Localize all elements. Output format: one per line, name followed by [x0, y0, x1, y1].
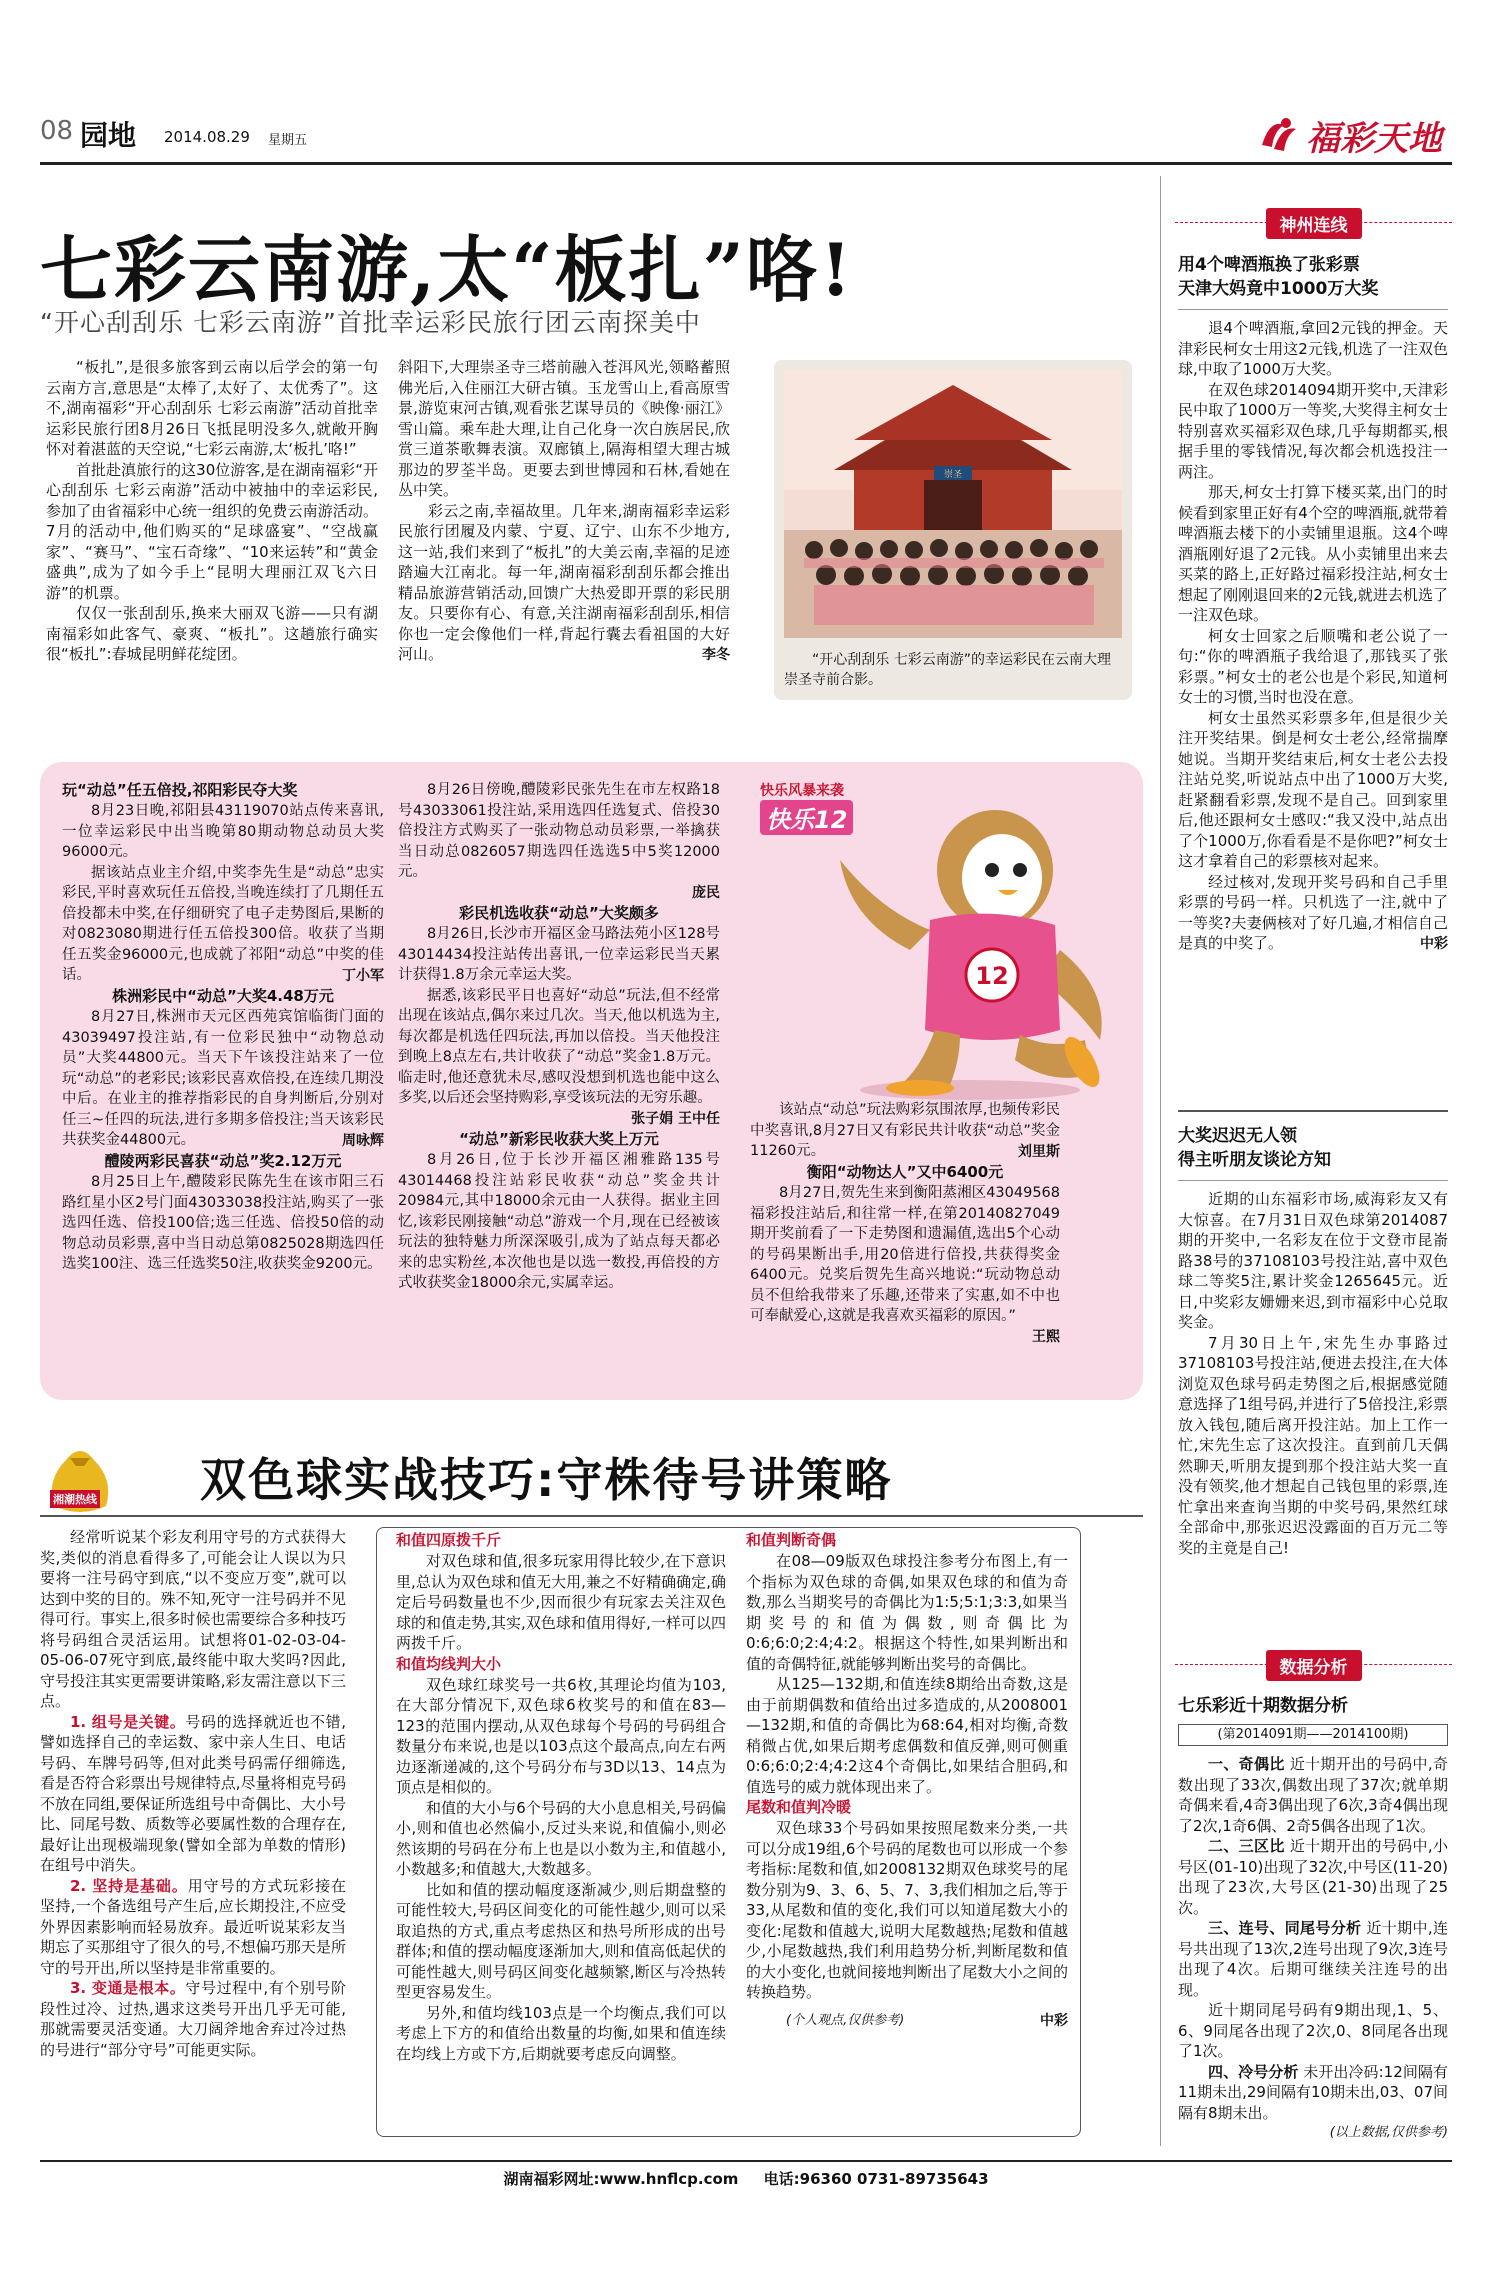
money-bag-icon: [44, 1440, 116, 1520]
sidebar-rule: [1160, 176, 1161, 2146]
photo-caption: “开心刮刮乐 七彩云南游”的幸运彩民在云南大理崇圣寺前合影。: [784, 652, 1111, 688]
page-header: [40, 112, 1452, 162]
kl12-column-3: 该站点“动总”玩法购彩氛围浓厚,也频传彩民中奖喜讯,8月27日又有彩民共计收获“动总”奖金11260元。 刘里斯 衡阳“动物达人”又中6400元 8月27日,贺先生来到衡阳蒸湘区43049568福彩投注站后,和往常一样,在第20140827049期开奖前看了一下走势图和遗漏值,选出5个心动的号码果断出手,用20倍进行倍投,共获得奖金6400元。兑奖后贺先生高兴地说:“玩动物总动员不但给我带来了乐趣,还带来了实惠,如不中也可奉献爱心,这就是我喜欢买福彩的原因。” 王熙: [750, 1102, 1060, 1345]
issue-date: 2014.08.29: [164, 128, 250, 146]
page-number: 08: [40, 116, 74, 146]
story1-paragraph: 那天,柯女士打算下楼买菜,出门的时候看到家里正好有4个空的啤酒瓶,就带着啤酒瓶去楼下的小卖铺里退瓶。这4个啤酒瓶刚好退了2元钱。从小卖铺里出来去买菜的路上,正好路过福彩投注站,柯女士想起了刚刚退回来的2元钱,就进去机选了一注双色球。: [1178, 483, 1448, 624]
badge-label: 湘潮热线: [50, 1490, 100, 1508]
lead-byline: 李冬: [702, 646, 730, 663]
footer: [40, 2160, 1452, 2189]
story2-paragraph: 7月30日上午,宋先生办事路过37108103号投注站,便进去投注,在大体浏览双色球号码走势图之后,根据感觉随意选择了1组号码,并进行了5倍投注,彩票放入钱包,随后离开投注站。加上工作一忙,宋先生忘了这次投注。直到前几天偶然聊天,听朋友提到那个投注站大奖一直没有领奖,他才想起自己钱包里的彩票,连忙拿出来查询当期的中奖号码,果然红球全部命中,那张迟迟没露面的百万元二等奖的主竟是自己!: [1178, 1333, 1448, 1557]
lead-subheadline: “开心刮刮乐 七彩云南游”首批幸运彩民旅行团云南探美中: [40, 308, 701, 337]
story1-title-2: 天津大妈竟中1000万大奖: [1178, 279, 1379, 299]
brand-logo: [1256, 112, 1442, 158]
story1-paragraph: 退4个啤酒瓶,拿回2元钱的押金。天津彩民柯女士用这2元钱,机选了一注双色球,中取了1000万大奖。: [1178, 319, 1448, 378]
story2-title-1: 大奖迟迟无人领: [1178, 1126, 1297, 1146]
story2-title-2: 得主听朋友谈论方知: [1178, 1150, 1331, 1170]
kl12-column-2: 8月26日傍晚,醴陵彩民张先生在市左权路18号43033061投注站,采用选四任选复式、倍投30倍投注方式购买了一张动物总动员彩票,一举擒获当日动总0826057期选四任选选5中5奖12000元。 庞民 彩民机选收获“动总”大奖颇多 8月26日,长沙市开福区金马路法苑小区128号43014434投注站传出喜讯,一位幸运彩民当天累计获得1.8万余元幸运大奖。 据悉,该彩民平日也喜好“动总”玩法,但不经常出现在该站点,偶尔来过几次。当天,他以机选为主,每次都是机选任四玩法,再加以倍投。当天他投注到晚上8点左右,共计收获了“动总”奖金1.8万元。临走时,他还意犹未尽,感叹没想到机选也能中这么多奖,以后还会坚持购彩,享受该玩法的无穷乐趣。 张子娟 王中任 “动总”新彩民收获大奖上万元 8月26日,位于长沙开福区湘雅路135号43014468投注站彩民收获“动总”奖金共计20984元,其中18000余元由一人获得。据业主回忆,该彩民刚接触“动总”游戏一个月,现在已经被该玩法的独特魅力所深深吸引,成为了站点每天都必来的忠实粉丝,本次他也是以选一数投,再倍投的方式收获奖金18000余元,实属幸运。: [398, 782, 720, 1291]
sidebar-story-2: [1178, 1110, 1448, 1558]
group-photo: [784, 370, 1122, 638]
lead-column-2: [398, 357, 730, 665]
story1-paragraph: 在双色球2014094期开奖中,天津彩民中取了1000万一等奖,大奖得主柯女士特别喜欢买福彩双色球,几乎每期都买,根据手里的零钱情况,每次都会机选投注一两注。: [1178, 380, 1448, 481]
kl12-logo-main: 快乐12: [760, 800, 853, 835]
analysis-item: 近十期同尾号码有9期出现,1、5、6、9同尾各出现了2次,0、8同尾各出现了1次。: [1178, 2001, 1448, 2060]
analysis-period: (第2014091期——2014100期): [1178, 1724, 1448, 1746]
sidebar-tag-2: [1175, 1650, 1452, 1681]
sidebar-story-1: [1178, 253, 1448, 954]
lead-paragraph: 斜阳下,大理崇圣寺三塔前融入苍洱风光,领略蓄照佛光后,入住丽江大研古镇。玉龙雪山上,看高原雪景,游览束河古镇,观看张艺谋导员的《映像·丽江》雪山篇。乘车赴大理,让自己化身一次白族居民,欣赏三道茶歌舞表演。双廊镇上,隔海相望大理古城那边的罗荃半岛。更要去到世博园和石林,看她在丛中笑。: [398, 358, 730, 499]
lead-headline: 七彩云南游,太“板扎”咯!: [40, 227, 854, 312]
story2-paragraph: 近期的山东福彩市场,威海彩友又有大惊喜。在7月31日双色球第2014087期的开奖中,一名彩友在位于文登市昆嵛路38号的37108103号投注站,喜中双色球二等奖5注,累计奖金1265645元。近日,中奖彩友姗姗来迟,到市福彩中心兑取奖金。: [1178, 1190, 1448, 1331]
analysis-item: 二、三区比 近十期开出的号码中,小号区(01-10)出现了32次,中号区(11-20)出现了23次,大号区(21-30)出现了25次。: [1178, 1837, 1448, 1917]
penguin-mascot: [820, 800, 1120, 1110]
footer-phone: 电话:96360 0731-89735643: [763, 2170, 989, 2188]
temple-sign: 崇圣: [943, 470, 963, 480]
issue-weekday: 星期五: [268, 133, 308, 148]
analysis-item: 四、冷号分析 未开出冷码:12间隔有11期未出,29间隔有10期未出,03、07间隔有8期未出。: [1178, 2062, 1448, 2122]
ssq-rule: [40, 1515, 1143, 1517]
kl12-subhead: 衡阳“动物达人”又中6400元: [806, 1163, 1004, 1181]
kl12-column-1: 玩“动总”任五倍投,祁阳彩民夺大奖 8月23日晚,祁阳县43119070站点传来喜讯,一位幸运彩民中出当晚第80期动物总动员大奖96000元。 据该站点业主介绍,中奖李先生是“动总”忠实彩民,平时喜欢玩任五倍投,当晚连续打了几期任五倍投都未中奖,在仔细研究了电子走势图后,果断的对0823080期进行任五倍投300倍。收获了当期任五奖金96000元,也成就了祁阳“动总”中奖的佳话。 丁小军 株洲彩民中“动总”大奖4.48万元 8月27日,株洲市天元区西苑宾馆临街门面的43039497投注站,有一位彩民独中“动物总动员”大奖44800元。当天下午该投注站来了一位玩“动总”的老彩民;该彩民喜欢倍投,在连续几期没中后。在业主的推荐指彩民的自身判断后,分别对任三~任四的玩法,进行多期多倍投注;当天该彩民共获奖金44800元。 周咏辉 醴陵两彩民喜获“动总”奖2.12万元 8月25日上午,醴陵彩民陈先生在该市阳三石路红星小区2号门面43033038投注站,购买了一张选四任选、倍投100倍;选三任选、倍投50倍的动物总动员彩票,喜中当日动总第0825028期选四任选奖100注、选三任选奖50注,收获奖金9200元。: [62, 781, 384, 1272]
header-rule: [40, 162, 1452, 165]
kl12-logo-top: 快乐风暴来袭: [760, 783, 844, 799]
lead-paragraph: 彩云之南,幸福故里。几年来,湖南福彩幸运彩民旅行团履及内蒙、宁夏、辽宁、山东不少地方,这一站,我们来到了“板扎”的大美云南,幸福的足迹踏遍大江南北。每一年,湖南福彩刮刮乐都会推出精品旅游营销活动,回馈广大热爱即开票的彩民朋友。只要你有心、有意,关注湖南福彩刮刮乐,相信你也一定会像他们一样,背起行囊去看祖国的大好河山。: [398, 501, 730, 663]
tag-analysis: 数据分析: [1266, 1650, 1362, 1681]
tag-shenzhou: 神州连线: [1266, 208, 1362, 239]
lead-paragraph: 仅仅一张刮刮乐,换来大丽双飞游——只有湖南福彩如此客气、豪爽、“板扎”。这趟旅行确实很“板扎”:春城昆明鲜花绽团。: [46, 604, 378, 663]
analysis-item: 三、连号、同尾号分析 近十期中,连号共出现了13次,2连号出现了9次,3连号出现了4次。后期可继续关注连号的出现。: [1178, 1919, 1448, 1999]
kl12-subhead: “动总”新彩民收获大奖上万元: [459, 1130, 659, 1148]
ssq-headline: 双色球实战技巧:守株待号讲策略: [200, 1453, 893, 1507]
lead-paragraph: “板扎”,是很多旅客到云南以后学会的第一句云南方言,意思是“太棒了,太好了、太优秀了”。这不,湖南福彩“开心刮刮乐 七彩云南游”活动首批幸运彩民旅行团8月26日飞抵昆明没多久,就敞开胸怀对着湛蓝的天空说,“七彩云南游,太‘板扎’咯!”: [46, 358, 378, 458]
brand-name: 福彩天地: [1306, 118, 1442, 159]
analysis-title: 七乐彩近十期数据分析: [1178, 1696, 1348, 1716]
hotline-badge: [44, 1440, 116, 1520]
story1-paragraph: 经过核对,发现开奖号码和自己手里彩票的号码一样。只机选了一注,就中了一等奖?夫妻俩核对了好几遍,才相信自己是真的中奖了。: [1178, 872, 1448, 952]
ssq-note: (个人观点,仅供参考): [786, 2012, 905, 2028]
lead-column-1: [46, 357, 378, 665]
story1-title-1: 用4个啤酒瓶换了张彩票: [1178, 255, 1360, 275]
analysis-item: 一、奇偶比 近十期开出的号码中,奇数出现了33次,偶数出现了37次;就单期奇偶来看,4奇3偶出现了6次,3奇4偶出现了2次,1奇6偶、2奇5偶各出现了1次。: [1178, 1755, 1448, 1835]
story1-sign: 中彩: [1420, 935, 1448, 952]
section-name: 园地: [80, 119, 137, 152]
kl12-subhead: 株洲彩民中“动总”大奖4.48万元: [112, 987, 334, 1005]
footer-site: 湖南福彩网址:www.hnflcp.com: [503, 2170, 739, 2188]
analysis-note: (以上数据,仅供参考): [1329, 2125, 1448, 2140]
story1-paragraph: 柯女士虽然买彩票多年,但是很少关注开奖结果。倒是柯女士老公,经常揣摩她说。当期开奖结束后,柯女士老公去投注站兑奖,听说站点中出了1000万大奖,赶紧翻看彩票,发现不是自己。回到家里后,他还跟柯女士感叹:“我又没中,站点出了个1000万,你看看是不是你吧?”柯女士这才拿着自己的彩票核对起来。: [1178, 708, 1448, 870]
story1-paragraph: 柯女士回家之后顺嘴和老公说了一句:“你的啤酒瓶子我给退了,那钱买了张彩票。”柯女士的老公也是个彩民,知道柯女士的习惯,当时也没在意。: [1178, 626, 1448, 706]
sidebar-analysis: [1178, 1694, 1448, 2144]
mascot-number: 12: [975, 962, 1009, 990]
sidebar-tag-1: [1175, 208, 1452, 239]
ssq-column-1: 经常听说某个彩友利用守号的方式获得大奖,类似的消息看得多了,可能会让人误以为只要将一注号码守到底,“以不变应万变”,就可以达到中奖的目的。殊不知,死守一注号码并不见得可行。事实上,很多时候也需要综合多种技巧将号码组合灵活运用。试想将01-02-03-04-05-06-07死守到底,最终能中取大奖吗?因此,守号投注其实更需要讲策略,彩友需注意以下三点。 1. 组号是关键。号码的选择就近也不错,譬如选择自己的幸运数、家中亲人生日、电话号码、车牌号码等,但对此类号码需仔细筛选,看是否符合彩票出号规律特点,尽量将相克号码不放在同组,要保证所选组号中奇偶比、大小号比、同尾号数、质数等必要属性数的合理存在,最好让出现极端现象(譬如全部为单数的情形)在组号中消失。 2. 坚持是基础。用守号的方式玩彩接在坚持,一个备选组号产生后,应长期投注,不应受外界因素影响而轻易放弃。最近听说某彩友当期忘了买那组守了很久的号,不想偏巧那天是所守的号开出,所以坚持是非常重要的。 3. 变通是根本。守号过程中,有个别号阶段性过冷、过热,遇求这类号开出几乎无可能,那就需要灵活变通。大刀阔斧地舍弃过冷过热的号进行“部分守号”可能更实际。: [40, 1528, 346, 2059]
brand-emblem-icon: [1256, 115, 1300, 155]
group-photo-frame: [774, 360, 1132, 700]
ssq-column-3: 和值判断奇偶 在08—09版双色球投注参考分布图上,有一个指标为双色球的奇偶,如果双色球的和值为奇数,那么当期奖号的奇偶比为1:5;5:1;3:3,如果当期奖号的和值为偶数,则奇偶比为0:6;6:0;2:4;4:2。根据这个特性,如果判断出和值的奇偶特征,就能够判断出奖号的奇偶比。 从125—132期,和值连续8期给出奇数,这是由于前期偶数和值给出过多造成的,从2008001—132期,和值的奇偶比为68:64,相对均衡,奇数稍微占优,如果后期考虑偶数和值反弹,则可侧重0:6;6:0;2:4;4:2这4个奇偶比,如果结合胆码,和值选号的威力就体现出来了。 尾数和值判冷暖 双色球33个号码如果按照尾数来分类,一共可以分成19组,6个号码的尾数也可以形成一个参考指标:尾数和值,如2008132期双色球奖号的尾数分别为9、3、6、5、7、3,我们相加之后,等于33,从尾数和值的变化,我们可以知道尾数大小的变化:尾数和值越大,说明大尾数越热;尾数和值越少,小尾数越热,我们利用趋势分析,判断尾数和值的大小变化,也就间接地判断出了尾数大小之间的转换趋势。 (个人观点,仅供参考) 中彩: [746, 1530, 1068, 2031]
kl12-subhead: 玩“动总”任五倍投,祁阳彩民夺大奖: [62, 781, 298, 799]
ssq-sign: 中彩: [1040, 2012, 1068, 2029]
kl12-subhead: 醴陵两彩民喜获“动总”奖2.12万元: [104, 1152, 342, 1170]
kl12-subhead: 彩民机选收获“动总”大奖颇多: [459, 904, 659, 922]
ssq-column-2: 和值四原拨千斤 对双色球和值,很多玩家用得比较少,在下意识里,总认为双色球和值无大用,兼之不好精确确定,确定后号码数量也不少,因而很少有玩家去关注双色球的和值走势,其实,双色球和值用得好,一样可以四两拨千斤。 和值均线判大小 双色球红球奖号一共6枚,其理论均值为103,在大部分情况下,双色球6枚奖号的和值在83—123的范围内摆动,从双色球每个号码的号码组合数量分布来说,也是以103点这个最高点,向左右两边逐渐递减的,这个号码分布与3D以13、14点为顶点是相似的。 和值的大小与6个号码的大小息息相关,号码偏小,则和值也必然偏小,反过头来说,和值偏小,则必然该期的号码在分布上也是以小数为主,和值越小,小数越多;和值越大,大数越多。 比如和值的摆动幅度逐渐减少,则后期盘整的可能性较大,号码区间变化的可能性越少,则可以采取追热的方式,重点考虑热区和热号所形成的出号群体;和值的摆动幅度逐渐加大,则和值高低起伏的可能性越大,则号码区间变化越频繁,断区与冷热转型更容易发生。 另外,和值均线103点是一个均衡点,我们可以考虑上下方的和值给出数量的均衡,如果和值连续在均线上方或下方,后期就要考虑反向调整。: [396, 1531, 726, 2063]
lead-paragraph: 首批赴滇旅行的这30位游客,是在湖南福彩“开心刮刮乐 七彩云南游”活动中被抽中的幸运彩民,参加了由省福彩中心统一组织的免费云南游活动。7月的活动中,他们购买的“足球盛宴”、“空战赢家”、“赛马”、“宝石奇缘”、“10来运转”和“黄金盛典”,成为了如今手上“昆明大理丽江双飞六日游”的机票。: [46, 460, 378, 602]
